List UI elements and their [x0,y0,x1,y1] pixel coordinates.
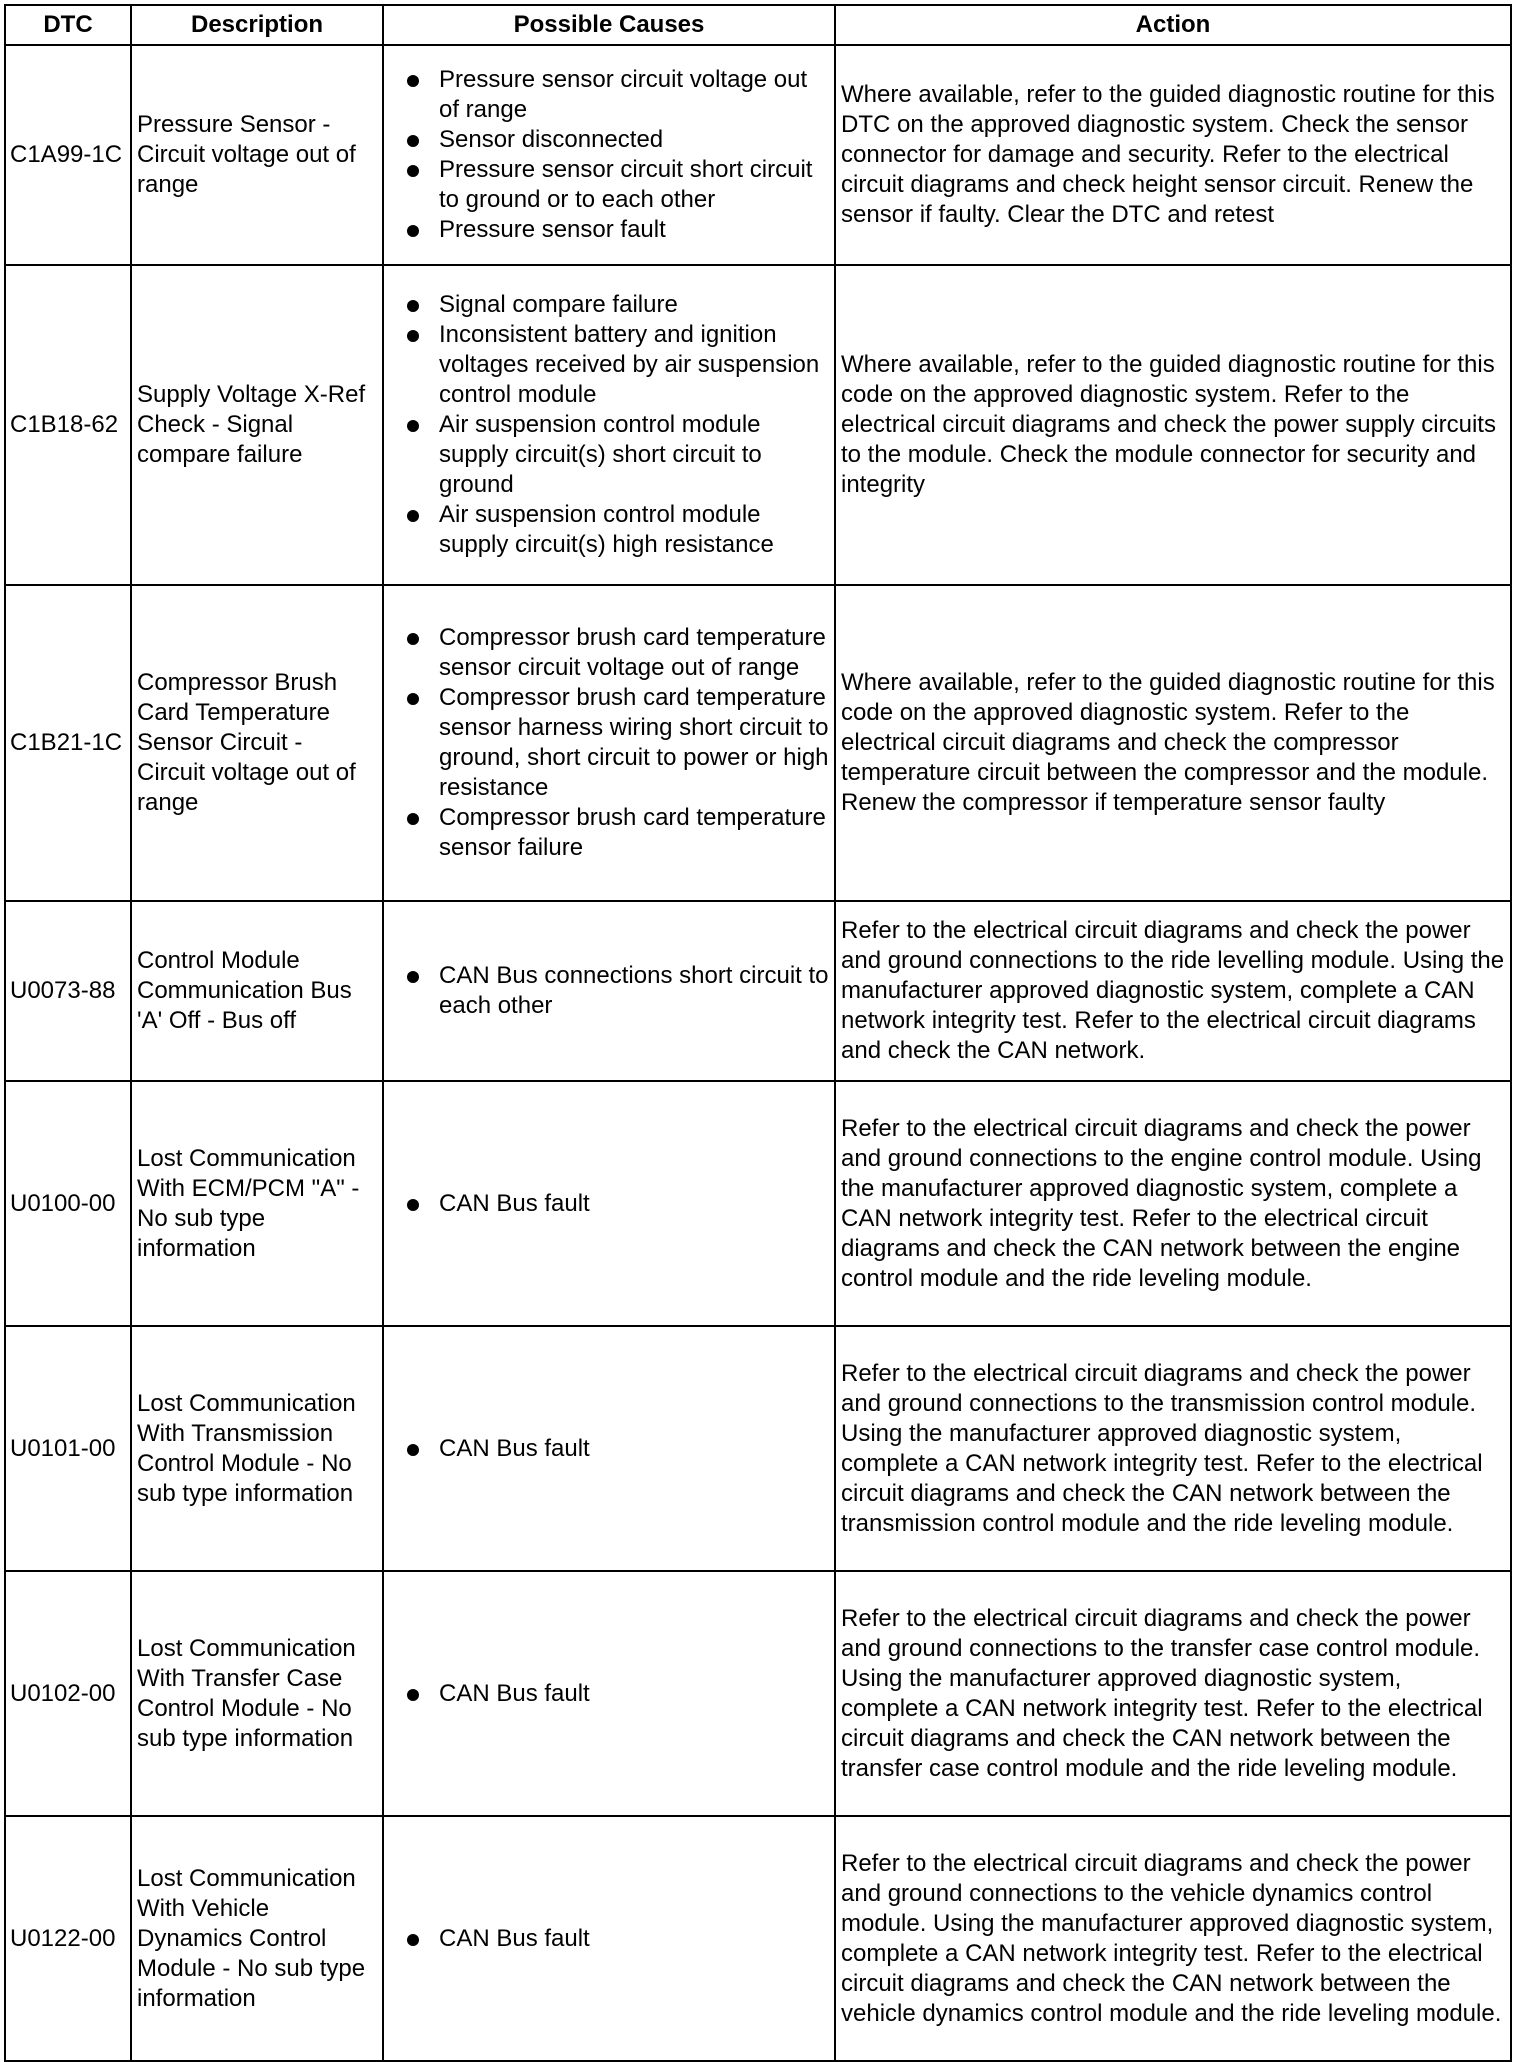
action-text: Refer to the electrical circuit diagrams and check the power and ground connections to the engine control module. Using the manufacturer approved diagnostic system, complete a CAN network integrity test. Refer to the electrical circuit diagrams and check the CAN network between the engine control module and the ride leveling module. [835,1081,1511,1326]
possible-causes-cell [383,901,835,1081]
bullet-icon [407,75,419,87]
cause-text: CAN Bus fault [439,1679,590,1707]
dtc-code: U0101-00 [5,1326,131,1571]
possible-causes-cell [383,45,835,265]
bullet-icon [407,300,419,312]
dtc-description: Pressure Sensor - Circuit voltage out of range [131,45,383,265]
dtc-code: U0102-00 [5,1571,131,1816]
bullet-icon [407,1689,419,1701]
dtc-code: U0073-88 [5,901,131,1081]
header-row [5,5,1511,45]
causes-list [389,1189,829,1219]
action-text: Refer to the electrical circuit diagrams and check the power and ground connections to the ride levelling module. Using the manufacturer approved diagnostic system, complete a CAN network integrity test. Refer to the electrical circuit diagrams and check the CAN network. [835,901,1511,1081]
table-row [5,901,1511,1081]
cause-item [389,320,829,410]
cause-text: Signal compare failure [439,291,678,318]
cause-text: Compressor brush card temperature sensor failure [439,804,826,861]
bullet-icon [407,693,419,705]
action-text: Where available, refer to the guided diagnostic routine for this code on the approved diagnostic system. Refer to the electrical circuit diagrams and check the compressor temperature circuit between the compressor and the module. Renew the compressor if temperature sensor faulty [835,585,1511,901]
bullet-icon [407,633,419,645]
bullet-icon [407,420,419,432]
dtc-description: Lost Communication With ECM/PCM "A" - No sub type information [131,1081,383,1326]
causes-list [389,623,829,863]
action-text: Refer to the electrical circuit diagrams and check the power and ground connections to the transmission control module. Using the manufacturer approved diagnostic system, complete a CAN network integrity test. Refer to the electrical circuit diagrams and check the CAN network between the transmission control module and the ride leveling module. [835,1326,1511,1571]
dtc-description: Lost Communication With Vehicle Dynamics Control Module - No sub type information [131,1816,383,2061]
cause-text: Sensor disconnected [439,126,664,153]
bullet-icon [407,135,419,147]
cause-item [389,623,829,683]
dtc-code: C1B18-62 [5,265,131,585]
table-row [5,1571,1511,1816]
dtc-description: Lost Communication With Transmission Control Module - No sub type information [131,1326,383,1571]
bullet-icon [407,330,419,342]
table-row [5,1326,1511,1571]
possible-causes-cell [383,585,835,901]
causes-list [389,290,829,560]
cause-text: Pressure sensor fault [439,216,666,243]
dtc-code: C1A99-1C [5,45,131,265]
action-text: Where available, refer to the guided diagnostic routine for this DTC on the approved diagnostic system. Check the sensor connector for damage and security. Refer to the electrical circuit diagrams and check height sensor circuit. Renew the sensor if faulty. Clear the DTC and retest [835,45,1511,265]
causes-list [389,961,829,1021]
cause-item [389,290,829,320]
header-action: Action [835,5,1511,45]
cause-item [389,125,829,155]
header-description: Description [131,5,383,45]
table-row [5,1081,1511,1326]
table-body [5,45,1511,2061]
bullet-icon [407,971,419,983]
cause-text: CAN Bus fault [439,1924,590,1952]
cause-item [389,961,829,1021]
bullet-icon [407,813,419,825]
bullet-icon [407,225,419,237]
cause-item [389,215,829,245]
cause-text: Compressor brush card temperature sensor circuit voltage out of range [439,624,826,681]
action-text: Where available, refer to the guided diagnostic routine for this code on the approved diagnostic system. Refer to the electrical circuit diagrams and check the power supply circuits to the module. Check the module connector for security and integrity [835,265,1511,585]
dtc-table [4,4,1512,2062]
cause-text: CAN Bus fault [439,1189,590,1217]
causes-list [389,1924,829,1954]
dtc-code: U0100-00 [5,1081,131,1326]
dtc-description: Compressor Brush Card Temperature Sensor Circuit - Circuit voltage out of range [131,585,383,901]
cause-text: Air suspension control module supply circuit(s) high resistance [439,501,774,558]
causes-list [389,65,829,245]
action-text: Refer to the electrical circuit diagrams and check the power and ground connections to the transfer case control module. Using the manufacturer approved diagnostic system, complete a CAN network integrity test. Refer to the electrical circuit diagrams and check the CAN network between the transfer case control module and the ride leveling module. [835,1571,1511,1816]
cause-item [389,1434,829,1464]
cause-item [389,155,829,215]
cause-text: Pressure sensor circuit short circuit to ground or to each other [439,156,813,213]
cause-item [389,65,829,125]
possible-causes-cell [383,1326,835,1571]
table-row [5,265,1511,585]
cause-text: Inconsistent battery and ignition voltages received by air suspension control module [439,321,820,408]
dtc-description: Lost Communication With Transfer Case Control Module - No sub type information [131,1571,383,1816]
dtc-description: Supply Voltage X-Ref Check - Signal compare failure [131,265,383,585]
cause-item [389,410,829,500]
cause-text: Pressure sensor circuit voltage out of range [439,66,808,123]
possible-causes-cell [383,265,835,585]
cause-item [389,1189,829,1219]
dtc-code: C1B21-1C [5,585,131,901]
bullet-icon [407,1934,419,1946]
possible-causes-cell [383,1816,835,2061]
bullet-icon [407,1199,419,1211]
cause-item [389,1924,829,1954]
dtc-code: U0122-00 [5,1816,131,2061]
cause-text: CAN Bus fault [439,1434,590,1462]
cause-text: Compressor brush card temperature sensor harness wiring short circuit to ground, short circuit to power or high resistance [439,684,829,801]
cause-item [389,803,829,863]
action-text: Refer to the electrical circuit diagrams and check the power and ground connections to the vehicle dynamics control module. Using the manufacturer approved diagnostic system, complete a CAN network integrity test. Refer to the electrical circuit diagrams and check the CAN network between the vehicle dynamics control module and the ride leveling module. [835,1816,1511,2061]
table-row [5,1816,1511,2061]
cause-item [389,1679,829,1709]
bullet-icon [407,165,419,177]
header-dtc: DTC [5,5,131,45]
possible-causes-cell [383,1081,835,1326]
cause-item [389,683,829,803]
table-row [5,45,1511,265]
table-row [5,585,1511,901]
cause-item [389,500,829,560]
causes-list [389,1434,829,1464]
bullet-icon [407,510,419,522]
header-possible-causes: Possible Causes [383,5,835,45]
cause-text: CAN Bus connections short circuit to each other [439,962,829,1019]
bullet-icon [407,1444,419,1456]
possible-causes-cell [383,1571,835,1816]
causes-list [389,1679,829,1709]
dtc-description: Control Module Communication Bus 'A' Off - Bus off [131,901,383,1081]
cause-text: Air suspension control module supply circuit(s) short circuit to ground [439,411,762,498]
